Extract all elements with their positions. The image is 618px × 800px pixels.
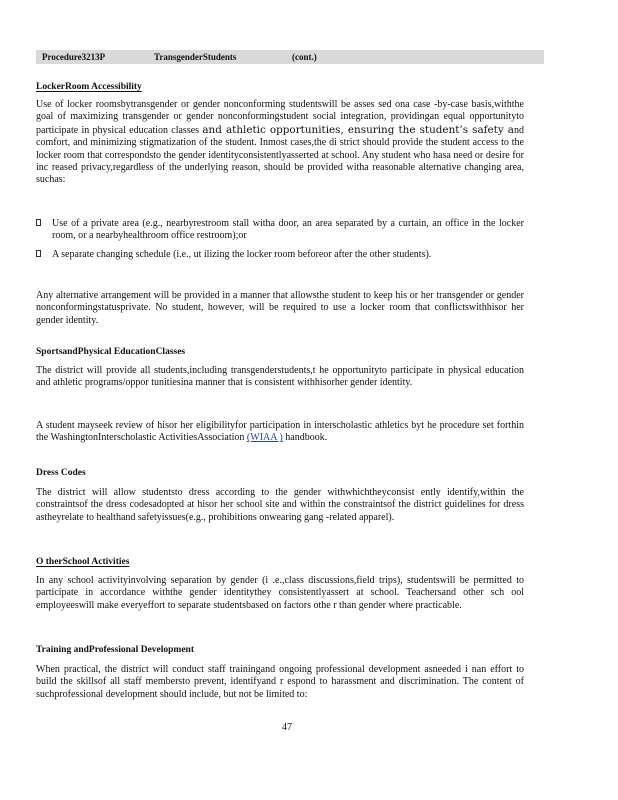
header-bar	[36, 50, 544, 64]
wiaa-link[interactable]: (WIAA )	[246, 432, 283, 444]
heading-training: Training andProfessional Development	[36, 645, 194, 655]
bullet-box-icon	[36, 219, 41, 226]
training-paragraph: When practical, the district will conduct staff trainingand ongoing professional development asneeded i nan effort to build the skillsof all staff membersto prevent, identifyand r espond to harassment and discrimination. The content of suchprofessional development should include, but not be limited to:	[36, 664, 524, 700]
list-item-text: Use of a private area (e.g., nearbyrestroom stall witha door, an area separated by a curtain, an office in the locker room, or a nearbyhealthroom office restroom);or	[52, 218, 524, 242]
other-activities-paragraph: In any school activityinvolving separation by gender (i .e.,class discussions,field trips), studentswill be permitted to participate in accordance withthe gender identitythey consistentlyassert at school. Teachersand other sch ool employeeswill make everyeffort to separate studentsbased on factors othe r than gender where practicable.	[36, 575, 524, 611]
procedure-number: Procedure3213P	[42, 52, 106, 62]
list-item	[36, 218, 524, 243]
sports-paragraph-1: The district will provide all students,including transgenderstudents,t he opportunityto participate in physical education and athletic programs/oppor tunitiesina manner that is consistent withhisorher gender identity.	[36, 365, 524, 389]
sports-paragraph-2-text: A student mayseek review of hisor her eligibilityfor participation in interscholastic athletics byt he procedure set forthin the WashingtonInterscholastic ActivitiesAssociation	[36, 420, 524, 444]
procedure-title: TransgenderStudents	[154, 52, 237, 62]
continued-label: (cont.)	[292, 52, 317, 62]
heading-other-activities: O therSchool Activities	[36, 557, 130, 567]
heading-locker-room: LockerRoom Accessibility	[36, 82, 142, 92]
heading-sports: SportsandPhysical EducationClasses	[36, 347, 186, 357]
dress-codes-paragraph: The district will allow studentsto dress according to the gender withwhichtheyconsist ently identify,within the constraintsof the dress codesadopted at hisor her school site and within the constraintsof the district guidelines for dress astheyrelate to healthand safetyissues(e.g., prohibitions onwearing gang -related apparel).	[36, 487, 524, 523]
list-item-text: A separate changing schedule (i.e., ut ilizing the locker room beforeor after the other students).	[52, 249, 432, 260]
sports-paragraph-2-end: handbook.	[285, 432, 328, 444]
locker-room-text-c: nd comfort, and minimizing stigmatization of the student. Inmost cases,the di strict should provide the student access to the locker room that correspondsto the gender identityconsistentlyasserted at school. Any student who hasa need or desire for inc reased privacy,regardless of the underlying reason, should be provided witha reasonable alternative changing area, suchas:	[36, 124, 524, 186]
locker-room-paragraph-1	[36, 99, 524, 187]
list-item	[36, 249, 524, 261]
locker-room-paragraph-2: Any alternative arrangement will be provided in a manner that allowsthe student to keep his or her transgender or gender nonconformingstatusprivate. No student, however, will be required to use a locker room that conflictswithhisor her gender identity.	[36, 290, 524, 326]
heading-dress-codes: Dress Codes	[36, 468, 86, 478]
locker-room-text-a: Use of locker roomsbytransgender or gender nonconforming studentswill be asses sed ona case -by-case basis,withthe goal of maximizing transgender or gender nonconformingstudent social integration, providingan equal opportunityto participate in physical education classes	[36, 99, 524, 136]
page-number: 47	[282, 722, 292, 733]
locker-room-text-b: and athletic opportunities, ensuring the student’s safety a	[202, 123, 514, 136]
sports-paragraph-2	[36, 420, 524, 445]
bullet-box-icon	[36, 250, 41, 257]
